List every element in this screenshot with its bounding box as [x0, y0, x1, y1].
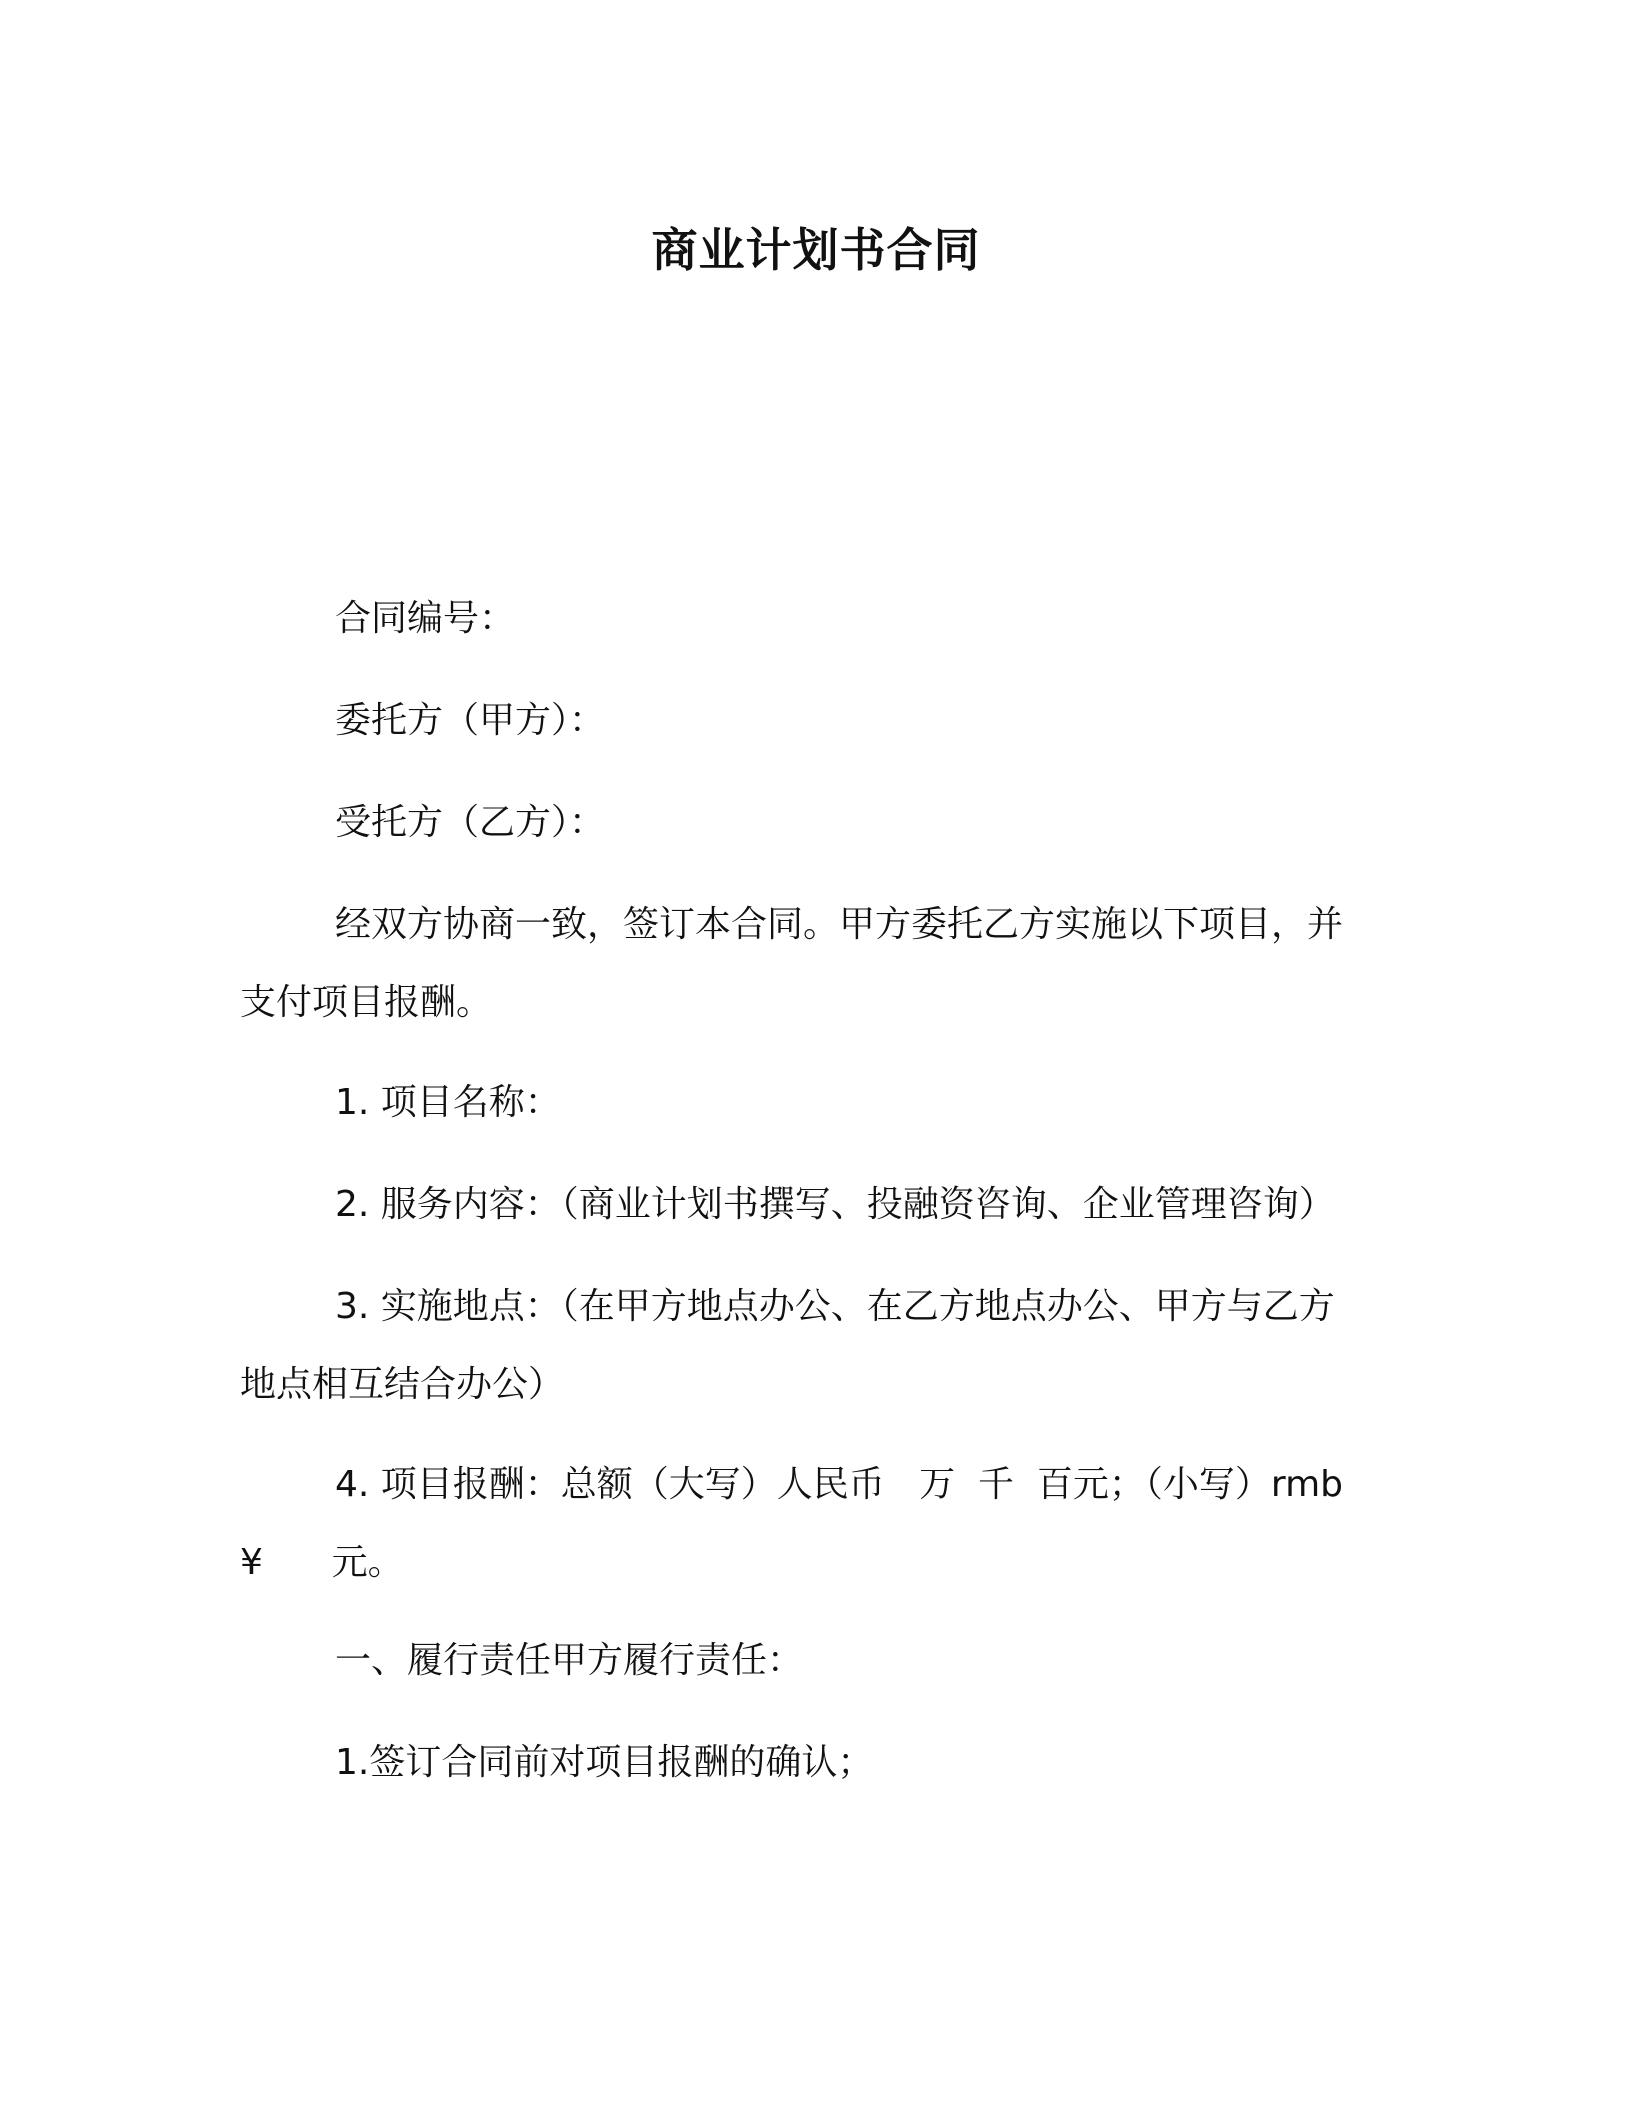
item-service-content: 2. 服务内容：（商业计划书撰写、投融资咨询、企业管理咨询） [335, 1184, 1335, 1225]
item-payment-line-2: ¥ 元。 [240, 1542, 404, 1583]
item-location-line-2: 地点相互结合办公） [240, 1364, 565, 1405]
item-payment-paragraph [240, 1446, 1380, 1602]
intro-line-1: 经双方协商一致，签订本合同。甲方委托乙方实施以下项目，并 [335, 904, 1344, 945]
section-1-heading: 一、履行责任甲方履行责任： [335, 1640, 804, 1681]
item-location-paragraph [240, 1268, 1380, 1424]
section-1-point-1: 1.签订合同前对项目报酬的确认； [335, 1742, 874, 1783]
intro-paragraph [240, 886, 1380, 1042]
contract-number-field: 合同编号： [335, 598, 516, 639]
item-payment-line-1: 4. 项目报酬：总额（大写）人民币 万 千 百元；（小写）rmb [335, 1464, 1343, 1505]
intro-line-2: 支付项目报酬。 [240, 982, 493, 1023]
item-project-name: 1. 项目名称： [335, 1082, 561, 1123]
document-title: 商业计划书合同 [651, 223, 981, 277]
item-location-line-1: 3. 实施地点：（在甲方地点办公、在乙方地点办公、甲方与乙方 [335, 1286, 1335, 1327]
party-a-field: 委托方（甲方）： [335, 700, 606, 741]
party-b-field: 受托方（乙方）： [335, 802, 606, 843]
